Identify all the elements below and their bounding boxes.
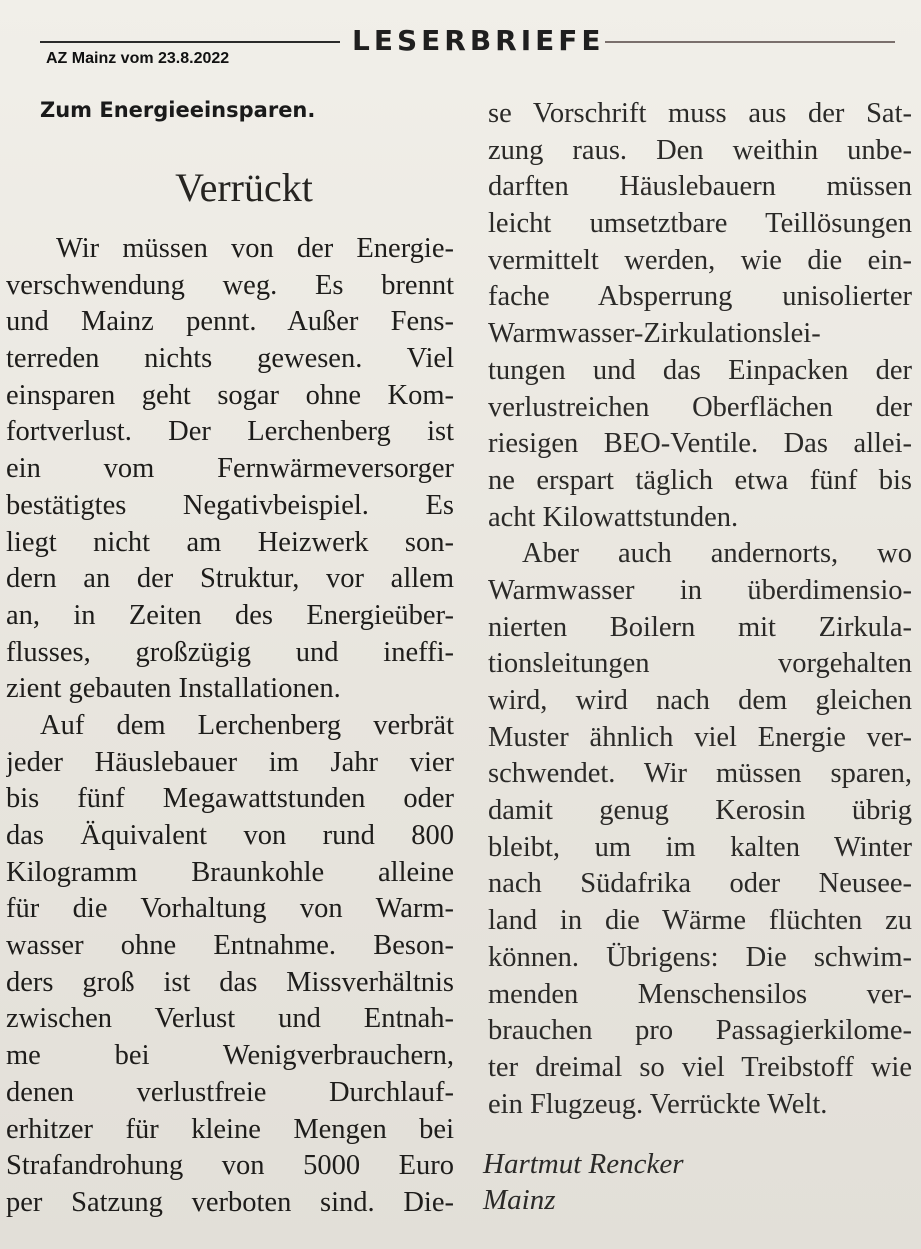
text-line: ne erspart täglich etwa fünf bis [488, 464, 912, 496]
text-line: damit genug Kerosin übrig [488, 795, 912, 827]
text-line: Warmwasser-Zirkulationslei- [488, 318, 821, 350]
text-line: wasser ohne Entnahme. Beson- [6, 930, 454, 962]
text-line: nach Südafrika oder Neusee- [488, 868, 912, 900]
author-city: Mainz [483, 1184, 556, 1216]
section-title: LESERBRIEFE [352, 24, 605, 57]
text-line: zung raus. Den weithin unbe- [488, 134, 912, 166]
text-line: tungen und das Einpacken der [488, 354, 912, 386]
text-line: nierten Boilern mit Zirkula- [488, 611, 912, 643]
text-line: bestätigtes Negativbeispiel. Es [6, 489, 454, 521]
author-signature [483, 1146, 684, 1218]
text-line: verschwendung weg. Es brennt [6, 269, 454, 301]
text-line: und Mainz pennt. Außer Fens- [6, 306, 454, 338]
text-line: riesigen BEO-Ventile. Das allei- [488, 428, 912, 460]
text-line: verlustreichen Oberflächen der [488, 391, 912, 423]
text-line: land in die Wärme flüchten zu [488, 905, 912, 937]
text-line: können. Übrigens: Die schwim- [488, 941, 912, 973]
text-line: Warmwasser in überdimensio- [488, 574, 912, 606]
text-line: Kilogramm Braunkohle alleine [6, 856, 454, 888]
text-line: ein vom Fernwärmeversorger [6, 453, 454, 485]
text-line: wird, wird nach dem gleichen [488, 685, 912, 716]
text-line: das Äquivalent von rund 800 [6, 820, 454, 851]
text-line: ein Flugzeug. Verrückte Welt. [488, 1088, 828, 1120]
text-line: darften Häuslebauern müssen [488, 171, 912, 203]
text-line: se Vorschrift muss aus der Sat- [488, 98, 912, 129]
text-line: schwendet. Wir müssen sparen, [488, 758, 912, 790]
text-line: acht Kilowattstunden. [488, 501, 739, 533]
source-label: AZ Mainz vom 23.8.2022 [46, 50, 230, 67]
text-line: ter dreimal so viel Treibstoff wie [488, 1051, 912, 1083]
text-line: per Satzung verboten sind. Die- [6, 1186, 454, 1218]
text-line: an, in Zeiten des Energieüber- [6, 599, 454, 631]
article-kicker: Zum Energieeinsparen. [40, 98, 316, 122]
text-line: terreden nichts gewesen. Viel [6, 343, 454, 375]
article-column-left [6, 231, 454, 1222]
text-line: fortverlust. Der Lerchenberg ist [6, 416, 454, 448]
text-line: me bei Wenigverbrauchern, [6, 1040, 454, 1072]
text-line: Strafandrohung von 5000 Euro [6, 1150, 454, 1182]
text-line: Muster ähnlich viel Energie ver- [488, 721, 912, 753]
text-line: erhitzer für kleine Mengen bei [6, 1113, 454, 1145]
header-rule-left [40, 41, 340, 43]
article-headline: Verrückt [175, 165, 313, 210]
text-line: für die Vorhaltung von Warm- [6, 893, 454, 925]
text-line: dern an der Struktur, vor allem [6, 563, 454, 595]
text-line: zient gebauten Installationen. [6, 673, 341, 705]
text-line: Auf dem Lerchenberg verbrät [40, 709, 454, 741]
text-line: Wir müssen von der Energie- [56, 233, 454, 264]
text-line: Aber auch andernorts, wo [522, 538, 912, 570]
text-line: liegt nicht am Heizwerk son- [6, 526, 454, 558]
header-rule-right [605, 41, 895, 43]
text-line: leicht umsetztbare Teillösungen [488, 208, 912, 240]
text-line: flusses, großzügig und ineffi- [6, 636, 454, 668]
text-line: vermittelt werden, wie die ein- [488, 244, 912, 276]
text-line: menden Menschensilos ver- [488, 978, 912, 1010]
text-line: fache Absperrung unisolierter [488, 281, 912, 313]
text-line: ders groß ist das Missverhältnis [6, 966, 454, 998]
text-line: brauchen pro Passagierkilome- [488, 1015, 912, 1047]
text-line: bis fünf Megawattstunden oder [6, 783, 454, 815]
text-line: jeder Häuslebauer im Jahr vier [6, 746, 454, 778]
text-line: tionsleitungen vorgehalten [488, 648, 912, 680]
article-column-right [488, 96, 912, 1123]
text-line: denen verlustfreie Durchlauf- [6, 1076, 454, 1108]
text-line: bleibt, um im kalten Winter [488, 831, 912, 863]
text-line: zwischen Verlust und Entnah- [6, 1003, 454, 1035]
author-name: Hartmut Rencker [483, 1148, 684, 1180]
text-line: einsparen geht sogar ohne Kom- [6, 379, 454, 411]
